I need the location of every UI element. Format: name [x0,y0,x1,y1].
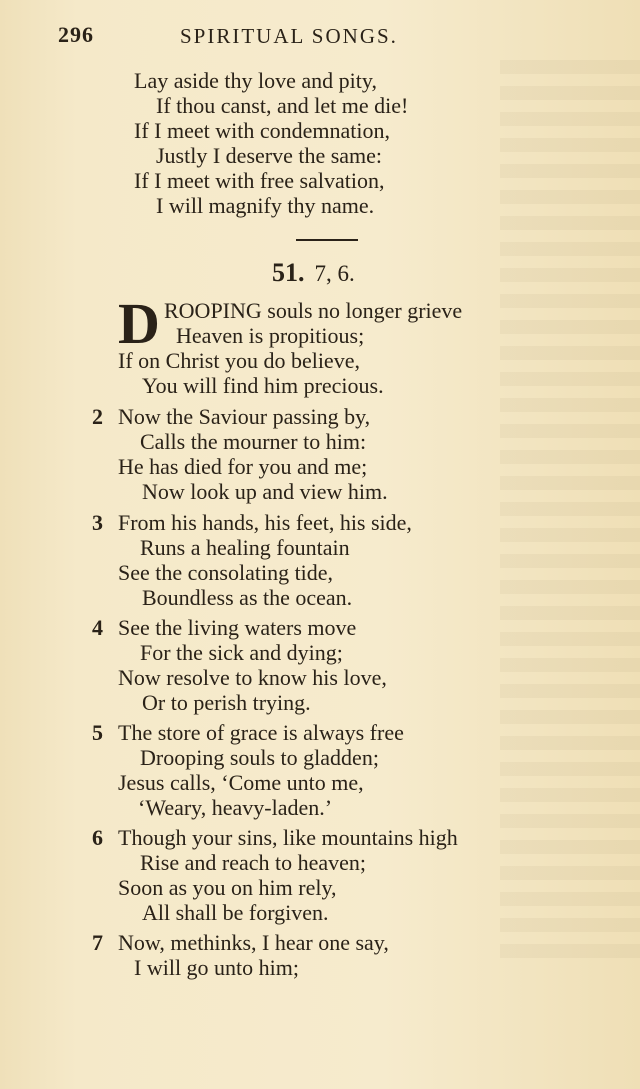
hymn-line: See the consolating tide, [118,560,334,585]
stanza-number: 7 [92,930,103,955]
hymn-line: You will find him precious. [142,373,384,398]
hymn-line: Though your sins, like mountains high [118,825,458,850]
previous-hymn-line: I will magnify thy name. [156,193,375,218]
hymn-line: Now resolve to know his love, [118,665,387,690]
hymn-line: See the living waters move [118,615,357,640]
hymn-line: ROOPING souls no longer grieve [164,298,463,323]
hymn-line: From his hands, his feet, his side, [118,510,412,535]
hymn-line: Jesus calls, ‘Come unto me, [118,770,364,795]
hymn-line: Drooping souls to gladden; [140,745,379,770]
hymn-line: Runs a healing fountain [140,535,350,560]
hymn-line: Now look up and view him. [142,479,388,504]
page-number: 296 [58,22,94,47]
hymn-line: Now, methinks, I hear one say, [118,930,389,955]
hymn-line: Soon as you on him rely, [118,875,337,900]
hymn-line: Boundless as the ocean. [142,585,353,610]
hymn-line: Or to perish trying. [142,690,311,715]
hymn-line: All shall be forgiven. [142,900,329,925]
hymn-line: Calls the mourner to him: [140,429,367,454]
stanza-number: 4 [92,615,103,640]
stanza-number: 2 [92,404,103,429]
previous-hymn-line: Lay aside thy love and pity, [134,68,377,93]
hymn-line: He has died for you and me; [118,454,368,479]
page-header [58,22,458,52]
previous-hymn-line: If thou canst, and let me die! [156,93,409,118]
hymn-line: For the sick and dying; [140,640,343,665]
stanza-number: 5 [92,720,103,745]
hymn-line: ‘Weary, heavy-laden.’ [138,795,333,820]
stanza-number: 6 [92,825,103,850]
previous-hymn-line: If I meet with free salvation, [134,168,385,193]
bleed-through-shadow [500,60,640,960]
hymn-line: The store of grace is always free [118,720,404,745]
stanza-number: 3 [92,510,103,535]
previous-hymn-line: If I meet with condemnation, [134,118,390,143]
hymn-line: Heaven is propitious; [176,323,365,348]
previous-hymn-line: Justly I deserve the same: [156,143,383,168]
hymn-line: Now the Saviour passing by, [118,404,371,429]
hymn-meter: 7, 6. [314,261,355,286]
drop-cap: D [118,291,160,356]
hymn-line: If on Christ you do believe, [118,348,360,373]
hymn-number: 51. [272,258,305,287]
running-head: SPIRITUAL SONGS. [180,24,398,48]
hymn-line: Rise and reach to heaven; [140,850,367,875]
hymn-line: I will go unto him; [134,955,299,980]
hymn-heading [272,258,355,288]
section-divider [296,239,358,241]
